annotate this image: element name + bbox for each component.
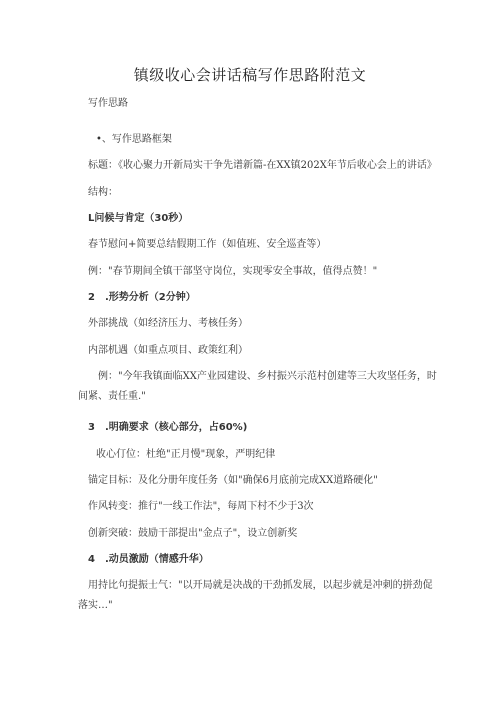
paragraph: 锚定目标：及化分册年度任务（如"确保6月底前完成XX道路硬化": [88, 475, 378, 486]
numbered-heading: 2 .形势分析（2分钟）: [88, 292, 196, 303]
paragraph: 收心仃位：杜绝"正月慢"现象，严明纪律: [96, 449, 276, 460]
numbered-heading: 3 .明确要求（核心部分，占60%): [88, 422, 248, 433]
numbered-heading: L问候与肯定（30秒）: [88, 213, 189, 224]
paragraph: 标题：《收心聚力开新局实干争先谱新篇-在XX镇202X年节后收心会上的讲话》: [88, 160, 437, 171]
paragraph: 春节慰问+简要总结假期工作（如值班、安全巡査等）: [88, 239, 327, 250]
paragraph: 内部机遇（如重点项目、政策红利）: [88, 345, 248, 356]
paragraph: 作风转变：推行"一线工作法"，每周下村不少于3次: [88, 501, 314, 512]
paragraph: 结构：: [88, 187, 118, 198]
paragraph: 例："春节期间全镇干部坚守岗位，实现零安全事故，值得点赞！": [88, 266, 378, 277]
paragraph: 创新突破：鼓励干部提出"金点子"，设立创新奖: [88, 528, 298, 539]
subsection-heading: •、写作思路框架: [96, 134, 172, 145]
document-title: 镇级收心会讲话稿写作思路附范文: [133, 66, 367, 84]
paragraph: 用持比句提振士气："以开局就是决战的干劲抓发展，以起步就是冲刺的拼劲促落实…": [78, 580, 433, 611]
numbered-heading: 4 .动员激励（情感升华）: [88, 554, 209, 565]
section-heading: 写作思路: [88, 98, 128, 109]
paragraph: 例："今年我镇面临XX产业园建设、乡村振兴示范村创建等三大攻坚任务，时间紧、责任重.": [78, 371, 437, 402]
paragraph: 外部挑战（如经济压力、考核任务）: [88, 318, 248, 329]
